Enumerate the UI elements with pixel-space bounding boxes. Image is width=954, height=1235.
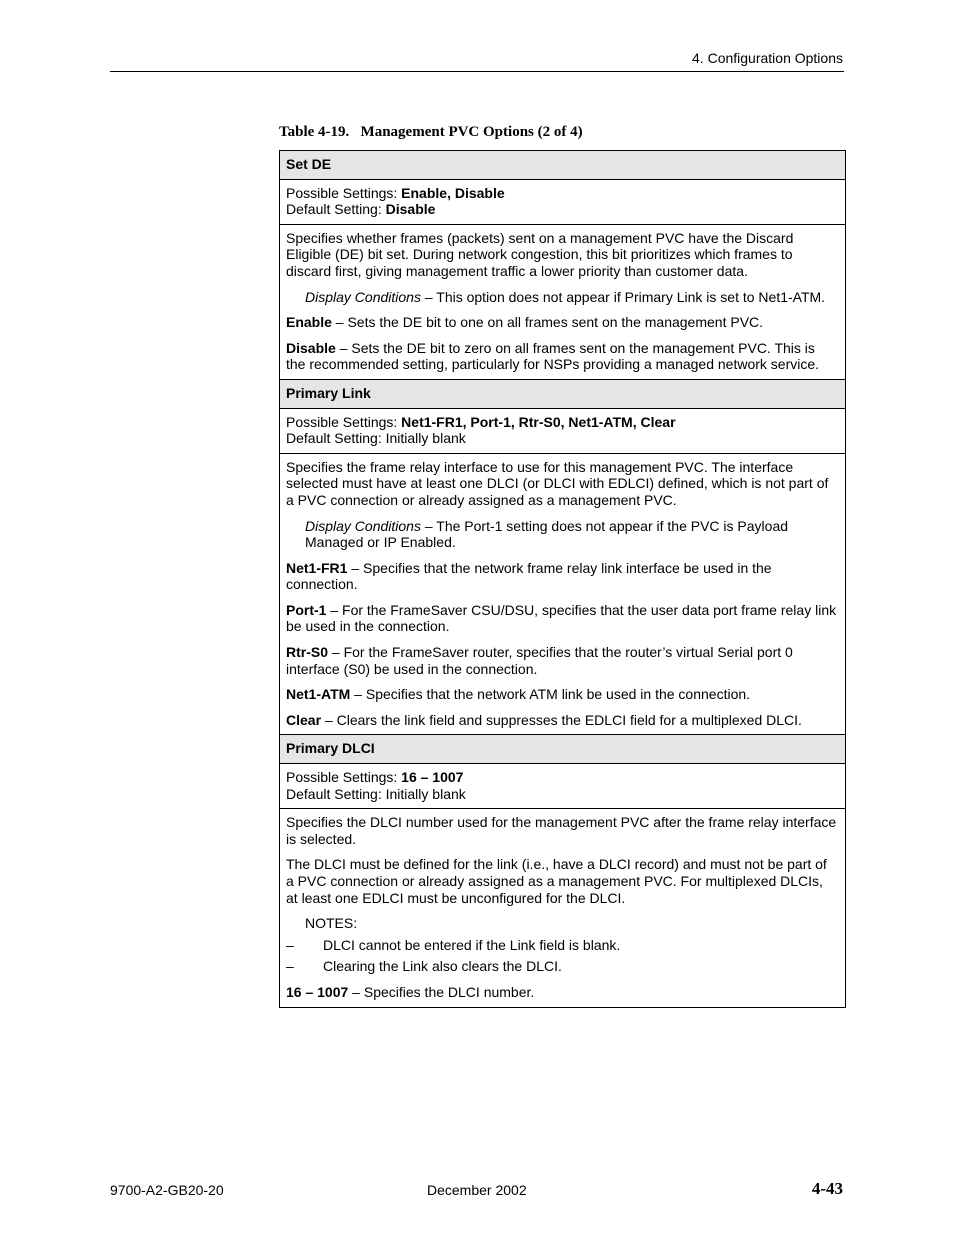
display-conditions-text: – This option does not appear if Primary Link is set to Net1-ATM. (420, 288, 826, 305)
option-disable (286, 340, 838, 373)
option-rtr-s0 (286, 644, 838, 677)
dash-bullet: – (286, 958, 294, 975)
running-header: 4. Configuration Options (692, 50, 843, 66)
set-de-title: Set DE (280, 151, 846, 180)
option-term: Rtr-S0 (286, 644, 329, 661)
description-text: Specifies the frame relay interface to use for this management PVC. The interface selected must have at least one DLCI (or DLCI with EDLCI) defined, which is not part of a PVC connection or already assigned as a management PVC. (286, 458, 829, 508)
option-port-1 (286, 602, 838, 635)
possible-settings-value: Enable, Disable (401, 184, 505, 201)
display-conditions-label: Display Conditions (305, 288, 421, 305)
option-term: Clear (286, 711, 322, 728)
option-text: – Sets the DE bit to one on all frames sent on the management PVC. (331, 314, 764, 331)
option-clear (286, 712, 838, 729)
display-conditions-label: Display Conditions (305, 517, 421, 534)
possible-settings-label: Possible Settings: (286, 413, 402, 430)
option-term: Net1-ATM (286, 686, 351, 703)
option-text: – Sets the DE bit to zero on all frames sent on the management PVC. This is the recommended setting, particularly for NSPs providing a managed network service. (286, 339, 820, 373)
display-conditions (286, 518, 838, 551)
option-term: Port-1 (286, 601, 327, 618)
primary-dlci-title: Primary DLCI (280, 735, 846, 764)
option-term: Enable (286, 314, 332, 331)
option-term: Net1-FR1 (286, 559, 348, 576)
display-conditions (286, 289, 838, 306)
dash-bullet: – (286, 936, 294, 953)
primary-dlci-header-row (280, 735, 846, 764)
default-setting-text: Default Setting: Initially blank (286, 785, 466, 802)
set-de-description-row (280, 224, 846, 379)
primary-link-description-row (280, 453, 846, 735)
set-de-description (280, 224, 846, 379)
option-text: – For the FrameSaver CSU/DSU, specifies that the user data port frame relay link be used in the connection. (286, 601, 837, 635)
set-de-settings-row (280, 179, 846, 224)
option-text: – For the FrameSaver router, specifies that the router’s virtual Serial port 0 interface (S0) be used in the connection. (286, 644, 793, 677)
publication-date: December 2002 (427, 1182, 527, 1198)
option-text: – Clears the link field and suppresses the EDLCI field for a multiplexed DLCI. (321, 711, 802, 728)
option-term: Disable (286, 339, 336, 356)
default-setting-text: Default Setting: Initially blank (286, 430, 466, 447)
description-text: The DLCI must be defined for the link (i.e., have a DLCI record) and must not be part of a PVC connection or already assigned as a management PVC. For multiplexed DLCIs, at least one EDLCI must be unconfigured for the DLCI. (286, 856, 827, 906)
primary-link-settings (280, 408, 846, 453)
document-number: 9700-A2-GB20-20 (110, 1182, 224, 1198)
list-item (286, 937, 838, 954)
page-number: 4-43 (811, 1179, 843, 1198)
primary-link-title: Primary Link (280, 379, 846, 408)
primary-link-description (280, 453, 846, 735)
default-setting-value: Disable (385, 201, 436, 218)
option-term: 16 – 1007 (286, 983, 349, 1000)
notes-list (286, 937, 838, 975)
option-enable (286, 314, 838, 331)
primary-link-settings-row (280, 408, 846, 453)
option-text: – Specifies that the network frame relay link interface be used in the connection. (286, 559, 772, 593)
possible-settings-label: Possible Settings: (286, 769, 402, 786)
header-rule (110, 71, 844, 72)
option-net1-fr1 (286, 560, 838, 593)
management-pvc-options-table (279, 150, 846, 1008)
primary-dlci-description-row (280, 809, 846, 1007)
set-de-settings (280, 179, 846, 224)
notes-label: NOTES: (305, 915, 358, 932)
primary-dlci-settings (280, 764, 846, 809)
list-item (286, 958, 838, 975)
note-text: Clearing the Link also clears the DLCI. (323, 958, 562, 975)
option-text: – Specifies that the network ATM link be used in the connection. (350, 686, 751, 703)
primary-dlci-settings-row (280, 764, 846, 809)
set-de-header-row (280, 151, 846, 180)
primary-link-header-row (280, 379, 846, 408)
possible-settings-value: 16 – 1007 (401, 769, 464, 786)
default-setting-label: Default Setting: (286, 201, 386, 218)
table-caption: Table 4-19. Management PVC Options (2 of 4) (279, 124, 583, 140)
option-net1-atm (286, 686, 838, 703)
possible-settings-label: Possible Settings: (286, 184, 402, 201)
option-text: – Specifies the DLCI number. (348, 983, 535, 1000)
possible-settings-value: Net1-FR1, Port-1, Rtr-S0, Net1-ATM, Clear (401, 413, 676, 430)
description-text: Specifies the DLCI number used for the management PVC after the frame relay interface is selected. (286, 814, 837, 847)
note-text: DLCI cannot be entered if the Link field is blank. (323, 936, 621, 953)
display-conditions-text: – The Port-1 setting does not appear if the PVC is Payload Managed or IP Enabled. (305, 517, 789, 551)
primary-dlci-description (280, 809, 846, 1007)
option-range (286, 984, 838, 1001)
description-text: Specifies whether frames (packets) sent on a management PVC have the Discard Eligible (DE) bit set. During network congestion, this bit prioritizes which frames to discard first, giving management traffic a lower priority than customer data. (286, 229, 794, 279)
